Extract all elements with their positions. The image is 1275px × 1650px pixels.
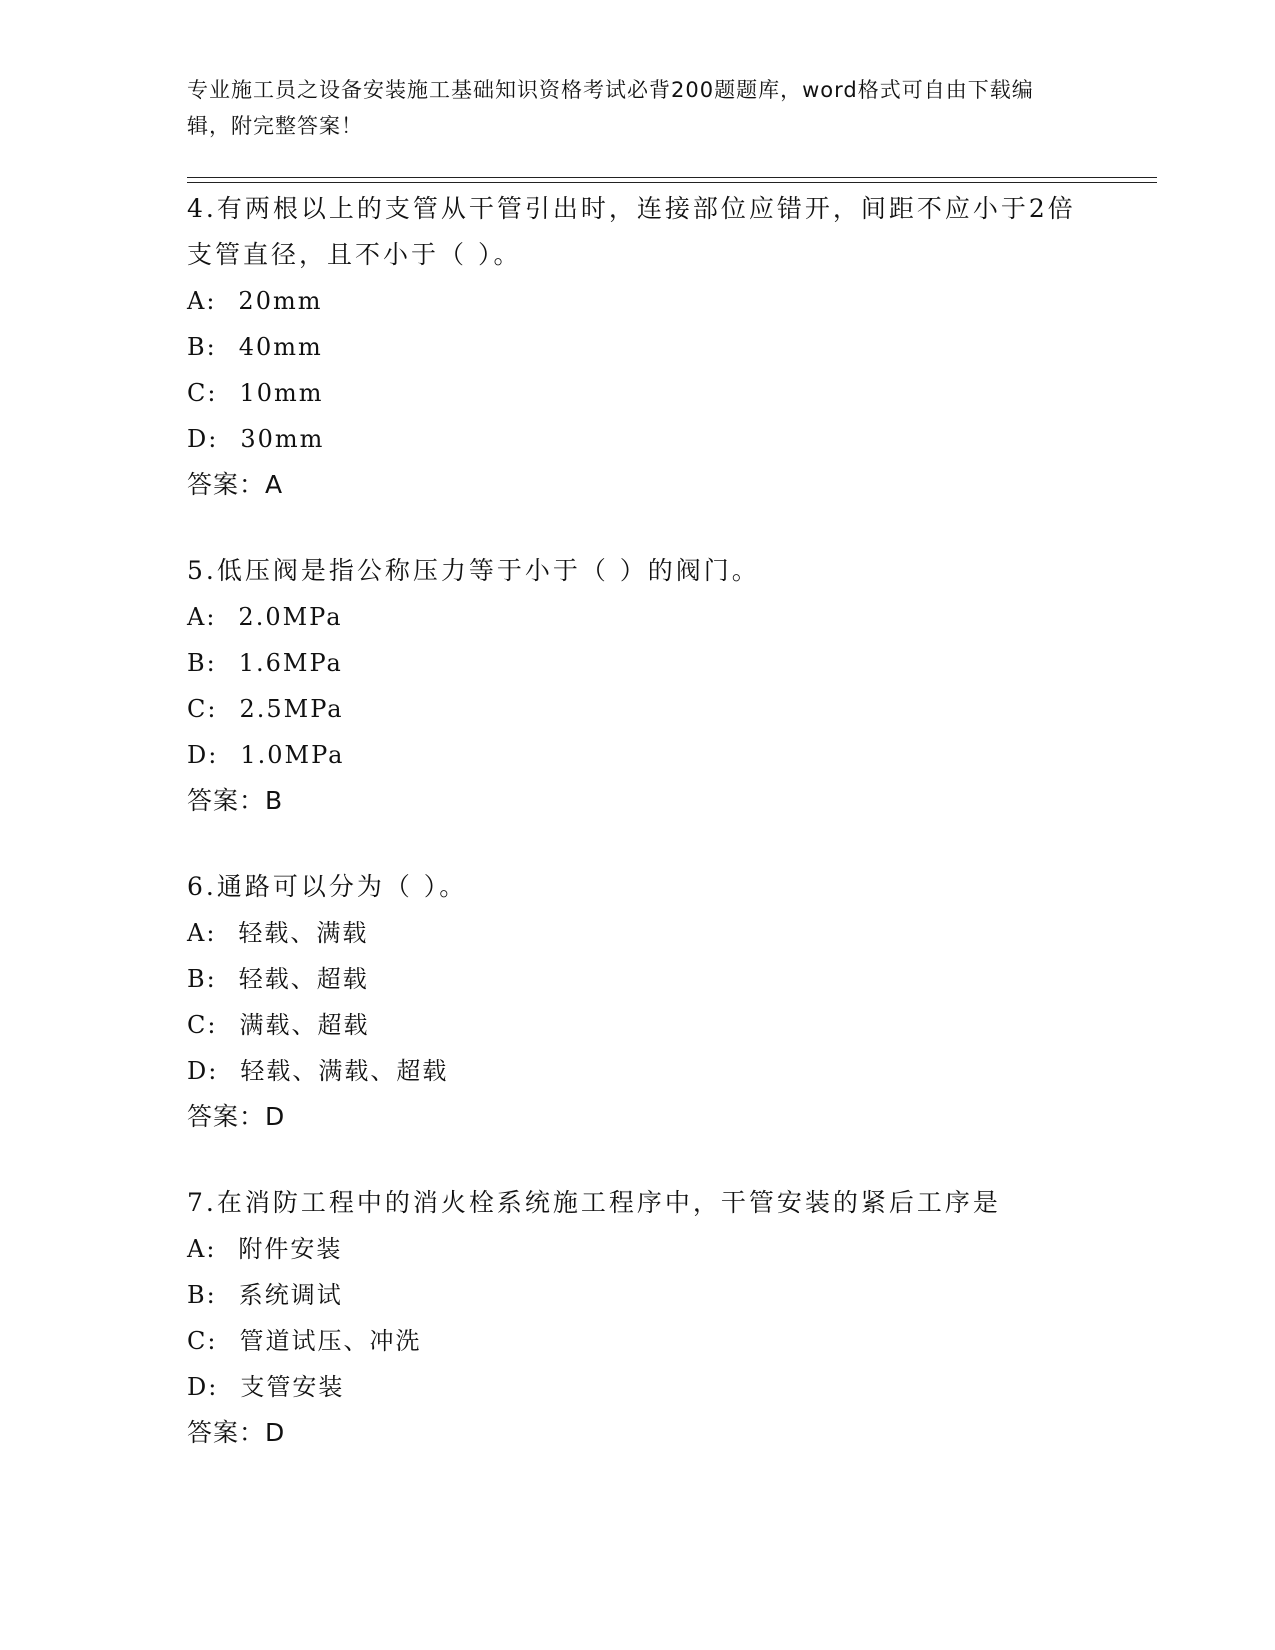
question-4 [187,186,1087,508]
option-text: 满载、超载 [239,1011,370,1039]
option-a [187,278,1087,324]
option-letter: C: [187,1011,218,1039]
question-6 [187,864,1087,1140]
option-c [187,1002,1087,1048]
option-text: 2.0MPa [238,603,343,631]
option-letter: D: [187,425,219,453]
answer-line: 答案：B [187,786,284,815]
option-c [187,370,1087,416]
option-letter: C: [187,695,218,723]
answer-line: 答案：A [187,470,284,499]
option-letter: B: [187,965,217,993]
header-divider-bottom [187,182,1157,183]
answer-line: 答案：D [187,1102,286,1131]
question-text: 7.在消防工程中的消火栓系统施工程序中，干管安装的紧后工序是 [187,1188,1001,1217]
option-text: 2.5MPa [239,695,344,723]
option-text: 轻载、满载 [238,919,369,947]
option-letter: D: [187,1057,219,1085]
question-text: 4.有两根以上的支管从干管引出时，连接部位应错开，间距不应小于2倍支管直径，且不小于（ ）。 [187,194,1076,269]
option-text: 管道试压、冲洗 [239,1327,422,1355]
question-5 [187,548,1087,824]
option-b [187,956,1087,1002]
option-letter: C: [187,379,218,407]
option-text: 20mm [238,287,323,315]
document-header: 专业施工员之设备安装施工基础知识资格考试必背200题题库，word格式可自由下载编辑，附完整答案！ [187,78,1034,138]
header-divider-top [187,177,1157,178]
option-c [187,686,1087,732]
option-letter: A: [187,1235,217,1263]
option-letter: C: [187,1327,218,1355]
option-letter: B: [187,1281,217,1309]
option-text: 30mm [240,425,325,453]
option-a [187,910,1087,956]
option-text: 10mm [239,379,324,407]
option-d [187,416,1087,462]
option-text: 1.0MPa [240,741,345,769]
option-a [187,594,1087,640]
option-letter: A: [187,919,217,947]
option-c [187,1318,1087,1364]
option-letter: B: [187,649,217,677]
option-d [187,732,1087,778]
question-7 [187,1180,1087,1456]
option-text: 轻载、超载 [238,965,369,993]
option-letter: D: [187,741,219,769]
question-text: 6.通路可以分为（ ）。 [187,872,468,901]
option-b [187,324,1087,370]
option-b [187,1272,1087,1318]
option-letter: B: [187,333,217,361]
option-d [187,1048,1087,1094]
option-text: 1.6MPa [238,649,343,677]
option-d [187,1364,1087,1410]
option-letter: A: [187,287,217,315]
option-b [187,640,1087,686]
option-text: 40mm [238,333,323,361]
option-text: 系统调试 [238,1281,343,1309]
question-text: 5.低压阀是指公称压力等于小于（ ）的阀门。 [187,556,760,585]
option-text: 附件安装 [238,1235,343,1263]
option-text: 支管安装 [240,1373,345,1401]
option-text: 轻载、满载、超载 [240,1057,449,1085]
option-a [187,1226,1087,1272]
option-letter: D: [187,1373,219,1401]
answer-line: 答案：D [187,1418,286,1447]
option-letter: A: [187,603,217,631]
